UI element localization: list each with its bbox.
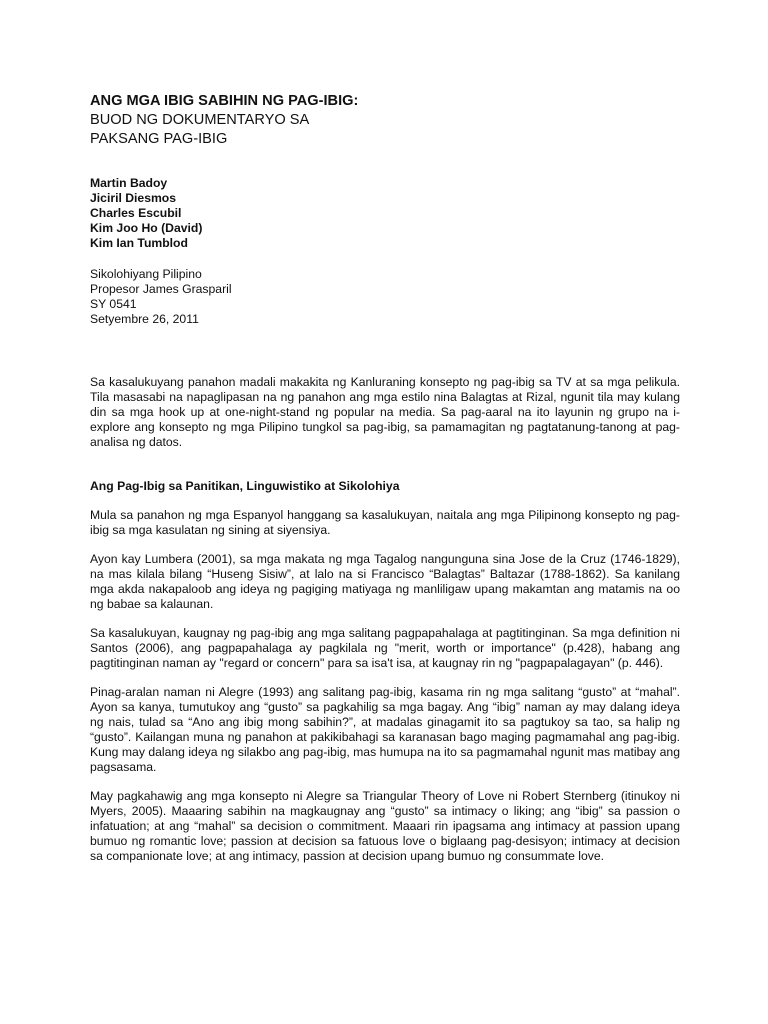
author-name: Martin Badoy — [90, 176, 168, 190]
professor-name: Propesor James Grasparil — [90, 282, 232, 296]
body-paragraph: Sa kasalukuyan, kaugnay ng pag-ibig ang mga salitang pagpapahalaga at pagtitinginan. Sa mga definition ni Santos (2006), ang pagpapahalaga ay pagkilala ng "merit, worth or importance" (p.428), habang ang pagtitinginan naman ay "regard or concern" para sa isa't isa, at kaugnay rin ng "pagpapalagayan" (p. 446). — [90, 626, 680, 670]
document-page — [90, 92, 680, 864]
body-paragraph: Ayon kay Lumbera (2001), sa mga makata ng mga Tagalog nangunguna sina Jose de la Cruz (1746-1829), na mas kilala bilang “Huseng Sisiw”, at lalo na si Francisco “Balagtas” Baltazar (1788-1862). Sa kanilang mga akda nakapaloob ang ideya ng pagiging matiyaga ng manliligaw upang makamtan ang matamis na oo ng babae sa kalaunan. — [90, 552, 680, 611]
author-name: Kim Ian Tumblod — [90, 236, 188, 250]
body-paragraph: May pagkahawig ang mga konsepto ni Alegre sa Triangular Theory of Love ni Robert Sternberg (itinukoy ni Myers, 2005). Maaaring sabihin na magkaugnay ang “gusto” sa intimacy o liking; ang “ibig” sa passion o infatuation; at ang “mahal” sa decision o commitment. Maaari rin ipagsama ang intimacy at passion upang bumuo ng romantic love; passion at decision sa fatuous love o biglaang pag-desisyon; intimacy at decision sa companionate love; at ang intimacy, passion at decision upang bumuo ng consummate love. — [90, 789, 680, 863]
author-list — [90, 176, 680, 251]
author-name: Jiciril Diesmos — [90, 191, 177, 205]
author-name: Kim Joo Ho (David) — [90, 221, 203, 235]
title-subtitle-line-2: PAKSANG PAG-IBIG — [90, 131, 228, 147]
author-name: Charles Escubil — [90, 206, 182, 220]
section-heading: Ang Pag-Ibig sa Panitikan, Linguwistiko at Sikolohiya — [90, 479, 400, 493]
title-subtitle-line-1: BUOD NG DOKUMENTARYO SA — [90, 112, 310, 128]
intro-paragraph: Sa kasalukuyang panahon madali makakita ng Kanluraning konsepto ng pag-ibig sa TV at sa mga pelikula. Tila masasabi na napaglipasan na ng panahon ang mga estilo nina Balagtas at Rizal, ngunit tila may kulang din sa mga hook up at one-night-stand ng popular na media. Sa pag-aaral na ito layunin ng grupo na i-explore ang konsepto ng mga Pilipino tungkol sa pag-ibig, sa pamamagitan ng pagtatanung-tanong at pag-analisa ng datos. — [90, 375, 680, 449]
title-main: ANG MGA IBIG SABIHIN NG PAG-IBIG: — [90, 93, 359, 109]
body-paragraph: Mula sa panahon ng mga Espanyol hanggang sa kasalukuyan, naitala ang mga Pilipinong konsepto ng pag-ibig sa mga kasulatan ng sining at siyensiya. — [90, 508, 680, 537]
body-paragraph: Pinag-aralan naman ni Alegre (1993) ang salitang pag-ibig, kasama rin ng mga salitang “gusto” at “mahal”. Ayon sa kanya, tumutukoy ang “gusto” sa pagkahilig sa mga bagay. Ang “ibig” naman ay may dalang ideya ng nais, tulad sa “Ano ang ibig mong sabihin?”, at madalas ginagamit ito sa pagtukoy sa tao, sa halip ng “gusto”. Kailangan muna ng panahon at pakikibahagi sa karanasan bago maging pagmamahal ang pag-ibig. Kung may dalang ideya ng silakbo ang pag-ibig, mas humupa na ito sa pagmamahal ngunit mas matibay ang pagsasama. — [90, 685, 680, 774]
section-code: SY 0541 — [90, 297, 137, 311]
document-title — [90, 92, 680, 149]
course-info — [90, 267, 680, 327]
document-date: Setyembre 26, 2011 — [90, 312, 199, 326]
course-name: Sikolohiyang Pilipino — [90, 267, 202, 281]
